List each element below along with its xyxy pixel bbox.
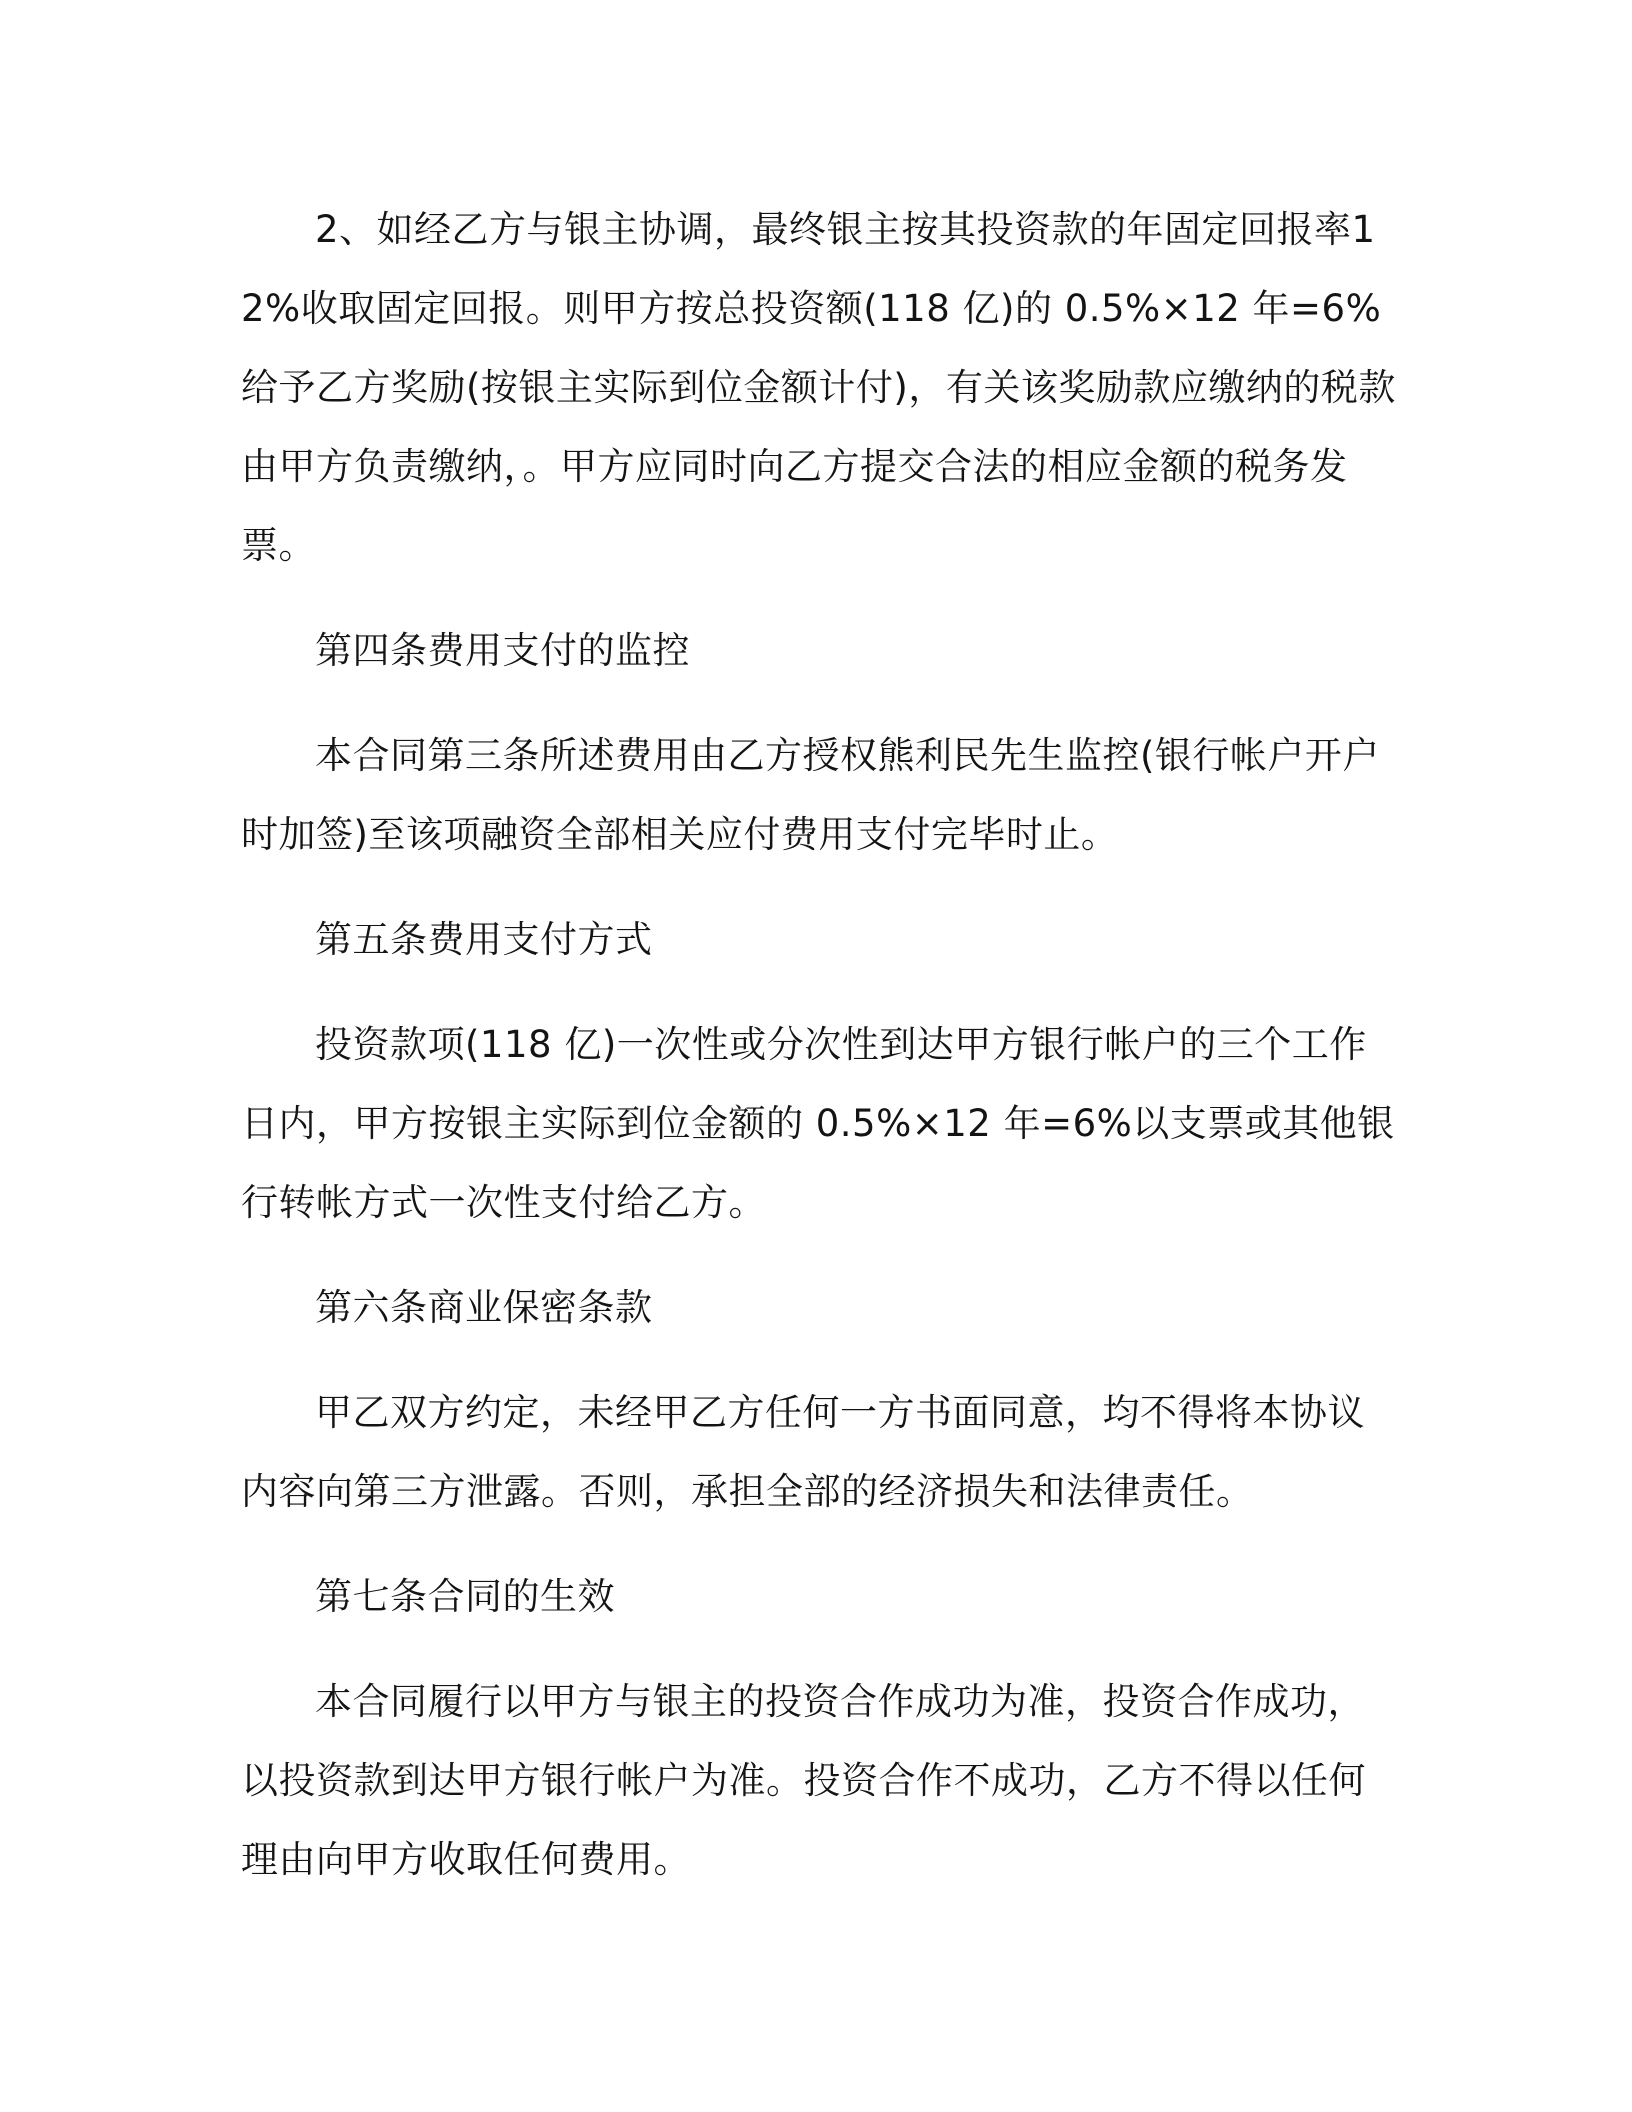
paragraph-gap [241,690,1401,716]
heading-article-4: 第四条费用支付的监控 [315,629,690,672]
paragraph-gap [241,1636,1401,1662]
paragraph-article-5: 投资款项(118 亿)一次性或分次性到达甲方银行帐户的三个工作日内，甲方按银主实际到位金额的 0.5%×12 年=6%以支票或其他银行转帐方式一次性支付给乙方。 [241,1023,1395,1224]
paragraph-article-4: 本合同第三条所述费用由乙方授权熊利民先生监控(银行帐户开户时加签)至该项融资全部相关应付费用支付完毕时止。 [241,734,1380,856]
paragraph-article-6: 甲乙双方约定，未经甲乙方任何一方书面同意，均不得将本协议内容向第三方泄露。否则，承担全部的经济损失和法律责任。 [241,1391,1365,1513]
paragraph-gap [241,1347,1401,1373]
document-page [241,190,1401,1899]
paragraph-article-7: 本合同履行以甲方与银主的投资合作成功为准，投资合作成功，以投资款到达甲方银行帐户为准。投资合作不成功，乙方不得以任何理由向甲方收取任何费用。 [241,1680,1366,1881]
paragraph-gap [241,585,1401,611]
heading-article-7: 第七条合同的生效 [315,1575,615,1618]
paragraph-gap [241,979,1401,1005]
paragraph-gap [241,1242,1401,1268]
heading-article-6: 第六条商业保密条款 [315,1286,653,1329]
heading-article-5: 第五条费用支付方式 [315,918,653,961]
paragraph-clause-3-2: 2、如经乙方与银主协调，最终银主按其投资款的年固定回报率12%收取固定回报。则甲方按总投资额(118 亿)的 0.5%×12 年=6%给予乙方奖励(按银主实际到位金额计付)，有关该奖励款应缴纳的税款由甲方负责缴纳，。甲方应同时向乙方提交合法的相应金额的税务发票。 [241,208,1396,567]
paragraph-gap [241,1531,1401,1557]
paragraph-gap [241,874,1401,900]
